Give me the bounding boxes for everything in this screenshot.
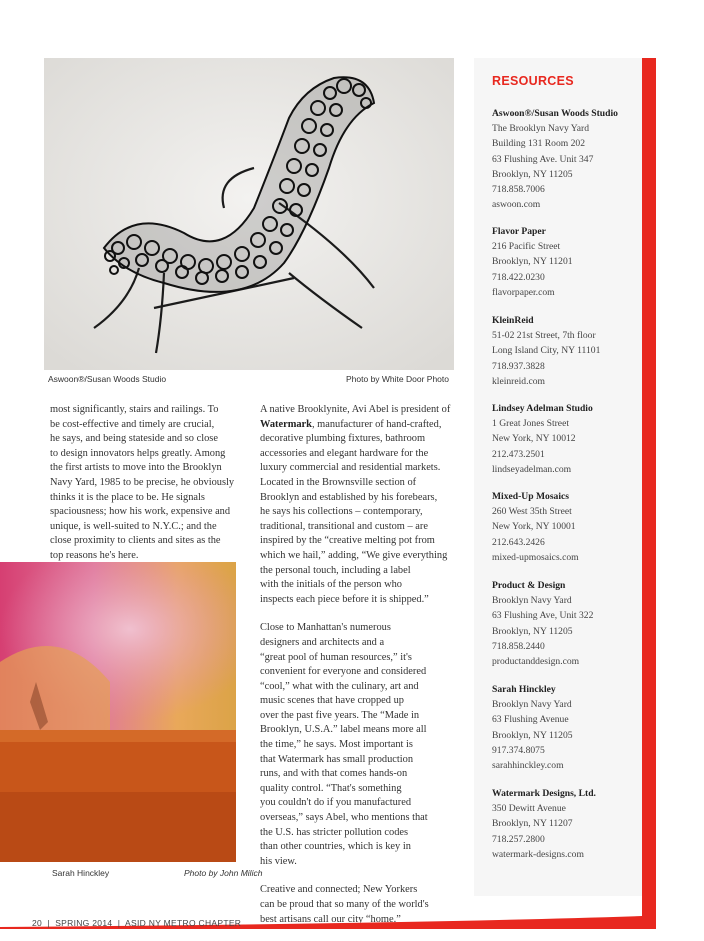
page-footer: 20 | SPRING 2014 | ASID NY METRO CHAPTER	[32, 918, 242, 928]
painting-caption: Sarah Hinckley	[52, 868, 110, 878]
resource-link[interactable]: watermark-designs.com	[492, 848, 584, 860]
resource-line: Brooklyn, NY 11205	[492, 168, 573, 180]
resource-line: 63 Flushing Avenue	[492, 714, 569, 726]
chair-photo	[44, 58, 454, 370]
resource-entry	[492, 578, 593, 669]
resource-entry	[492, 682, 573, 773]
resource-line: 212.473.2501	[492, 448, 545, 460]
resource-line: Brooklyn, NY 11201	[492, 256, 573, 268]
resource-line: 718.937.3828	[492, 360, 545, 372]
accent-red-bar	[642, 58, 656, 929]
resource-link[interactable]: productanddesign.com	[492, 656, 580, 668]
article-paragraph: Creative and connected; New Yorkers can be proud that so many of the world's best artisans call our city “home.”	[260, 884, 429, 925]
resource-name: Flavor Paper	[492, 226, 546, 237]
resources-title: RESOURCES	[492, 74, 574, 88]
chair-photo-caption: Aswoon®/Susan Woods Studio	[48, 374, 167, 384]
article-text: A native Brooklynite, Avi Abel is president of	[260, 404, 451, 415]
resource-line: 718.257.2800	[492, 833, 545, 845]
resource-line: Brooklyn, NY 11205	[492, 625, 573, 637]
resource-link[interactable]: sarahhinckley.com	[492, 760, 564, 772]
resource-line: 216 Pacific Street	[492, 241, 561, 253]
article-text: , manufacturer of hand-crafted, decorative plumbing fixtures, bathroom accessories and elegant hardware for the luxury commercial and residential markets. Located in the Brownsville section of Brooklyn and established by his forebears, he says his collections – contemporary, traditional, transitional and custom – are inspired by the “creative melting pot from which we hail,” adding, “We give everything the personal touch, including a label with the initials of the person who inspects each piece before it is shipped.”	[260, 418, 448, 605]
resource-line: Brooklyn Navy Yard	[492, 699, 572, 711]
resource-link[interactable]: flavorpaper.com	[492, 286, 555, 298]
resource-line: The Brooklyn Navy Yard	[492, 123, 589, 135]
article-paragraph: Close to Manhattan's numerous designers and architects and a “great pool of human resources,” it's convenient for everyone and considered “cool,” what with the culinary, art and music scenes that have cropped up over the past five years. The “Made in Brooklyn, U.S.A.” label means more all the time,” he says. Most important is that Watermark has small production runs, and with that comes hands-on quality control. “That's something you couldn't do if you manufactured overseas,” says Abel, who mentions that the U.S. has stricter pollution codes than other countries, which is key in his view.	[260, 622, 428, 867]
resource-line: Brooklyn, NY 11207	[492, 818, 573, 830]
resource-entry	[492, 224, 573, 300]
abstract-painting-image	[0, 562, 236, 862]
resource-line: 260 West 35th Street	[492, 506, 572, 518]
article-column-1	[50, 403, 240, 564]
painting-photo	[0, 562, 236, 862]
article-column-2	[260, 403, 466, 941]
resource-entry	[492, 313, 600, 389]
resource-line: Long Island City, NY 11101	[492, 345, 601, 357]
resource-name: Watermark Designs, Ltd.	[492, 788, 596, 799]
resource-entry	[492, 786, 596, 862]
resource-line: Brooklyn, NY 11205	[492, 729, 573, 741]
resource-line: 718.858.2440	[492, 640, 545, 652]
article-paragraph	[260, 403, 466, 607]
resource-line: Brooklyn Navy Yard	[492, 595, 572, 607]
resource-line: 718.858.7006	[492, 184, 545, 196]
article-paragraph: most significantly, stairs and railings. To be cost-effective and timely are crucial, he says, and being stateside and so close to design innovators helps greatly. Among the first artists to move into the Brooklyn Navy Yard, 1985 to be precise, he obviously thinks it is the place to be. He signals spaciousness; how his work, expensive and unique, is well-suited to N.Y.C.; and the close proximity to clients and sites as the top reasons he's here.	[50, 404, 235, 561]
resource-link[interactable]: aswoon.com	[492, 199, 541, 211]
resource-name: Aswoon®/Susan Woods Studio	[492, 108, 618, 119]
chair-photo-credit: Photo by White Door Photo	[346, 374, 450, 384]
resource-line: Building 131 Room 202	[492, 138, 586, 150]
resource-name: Sarah Hinckley	[492, 684, 556, 695]
resource-line: New York, NY 10012	[492, 433, 576, 445]
resource-link[interactable]: mixed-upmosaics.com	[492, 551, 579, 563]
resource-entry	[492, 489, 579, 565]
resource-line: 63 Flushing Ave, Unit 322	[492, 610, 594, 622]
resource-line: 917.374.8075	[492, 744, 545, 756]
painting-credit: Photo by John Milich	[184, 868, 263, 878]
resource-line: New York, NY 10001	[492, 521, 576, 533]
resource-link[interactable]: lindseyadelman.com	[492, 463, 572, 475]
chaise-sculpture-image	[44, 58, 454, 370]
resource-name: Product & Design	[492, 580, 566, 591]
resource-line: 718.422.0230	[492, 271, 545, 283]
resource-line: 350 Dewitt Avenue	[492, 803, 566, 815]
resource-name: KleinReid	[492, 315, 534, 326]
resource-line: 1 Great Jones Street	[492, 418, 569, 430]
watermark-name: Watermark	[260, 418, 312, 430]
resource-name: Mixed-Up Mosaics	[492, 491, 570, 502]
resource-entry	[492, 401, 593, 477]
resource-line: 212.643.2426	[492, 536, 545, 548]
resource-name: Lindsey Adelman Studio	[492, 403, 593, 414]
resource-entry	[492, 106, 618, 212]
resource-line: 63 Flushing Ave. Unit 347	[492, 153, 594, 165]
resource-link[interactable]: kleinreid.com	[492, 375, 546, 387]
resource-line: 51-02 21st Street, 7th floor	[492, 330, 596, 342]
